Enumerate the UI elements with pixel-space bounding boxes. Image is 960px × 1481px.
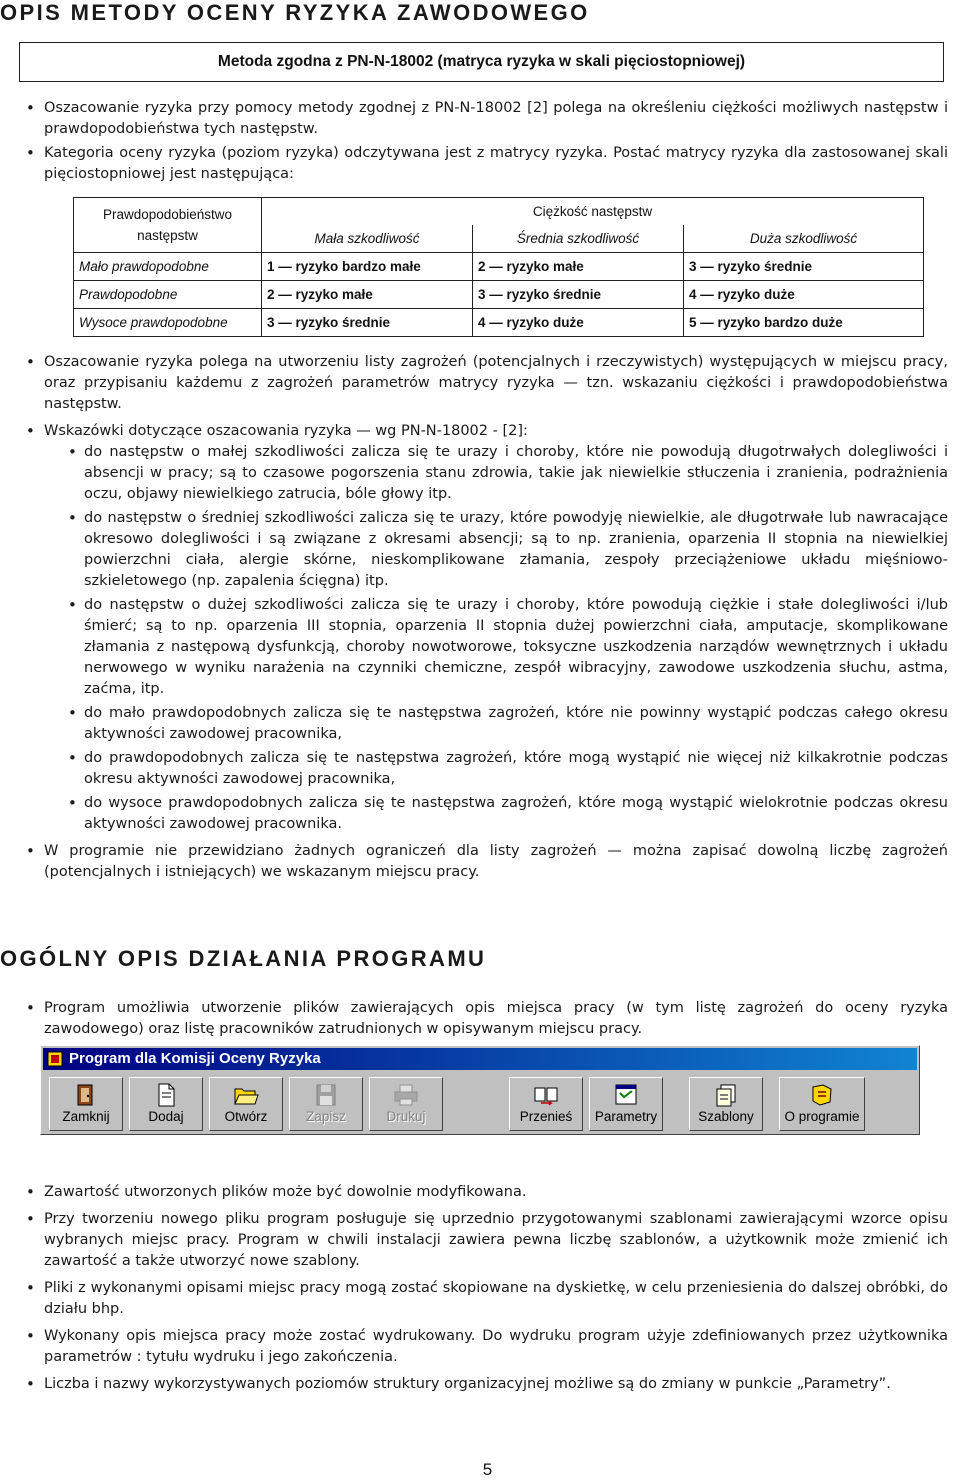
printer-icon [392, 1082, 420, 1108]
toolbar [43, 1072, 917, 1134]
bullet-item: • Pliki z wykonanymi opisami miejsc pracy mogą zostać skopiowane na dyskietkę, w celu przeniesienia do dalszej obróbki, do działu bhp. [24, 1278, 948, 1320]
templates-icon [712, 1082, 740, 1108]
bullet-item: • Wykonany opis miejsca pracy może zostać wydrukowany. Do wydruku program użyje zdefiniowanych przez użytkownika parametrów : tytułu wydruku i jego zakończenia. [24, 1326, 948, 1368]
matrix-row [74, 253, 924, 281]
save-disk-icon [312, 1082, 340, 1108]
matrix-cell: 2 — ryzyko małe [473, 253, 684, 281]
close-label: Zamknij [62, 1109, 110, 1124]
matrix-row [74, 281, 924, 309]
about-label: O programie [784, 1109, 860, 1124]
parameters-icon [612, 1082, 640, 1108]
open-folder-icon [232, 1082, 260, 1108]
section1b-text [24, 352, 948, 883]
app-icon [47, 1051, 63, 1067]
matrix-cell: 5 — ryzyko bardzo duże [684, 309, 924, 337]
move-button[interactable] [509, 1077, 583, 1131]
bullet-item: • Kategoria oceny ryzyka (poziom ryzyka) odczytywana jest z matrycy ryzyka. Postać matrycy ryzyka dla zastosowanej skali pięciostopniowej jest następująca: [24, 143, 948, 185]
matrix-row [74, 309, 924, 337]
sub-bullet-item: • do prawdopodobnych zalicza się te następstwa zagrożeń, które mogą wystąpić nie więcej niż kilkakrotnie podczas okresu aktywności zawodowej pracownika, [24, 748, 948, 790]
sub-bullet-item: • do następstw o małej szkodliwości zalicza się te urazy i choroby, które nie powodują długotrwałych dolegliwości i absencji w pracy; są to czasowe pogorszenia stanu zdrowia, takie jak niewielkie stłuczenia i zranienia, podrażnienia oczu, objawy niewielkiego zatrucia, bóle głowy itp. [24, 442, 948, 505]
matrix-col-medium: Średnia szkodliwość [473, 225, 684, 253]
matrix-cell: 2 — ryzyko małe [262, 281, 473, 309]
matrix-cell: 3 — ryzyko średnie [262, 309, 473, 337]
about-button[interactable] [779, 1077, 865, 1131]
bullet-item: • Program umożliwia utworzenie plików zawierających opis miejsca pracy (w tym listę zagrożeń do oceny ryzyka zawodowego) oraz listę pracowników zatrudnionych w opisywanym miejscu pracy. [24, 998, 948, 1040]
sub-bullet-item: • do następstw o średniej szkodliwości zalicza się te urazy, które powodyję niewielkie, ale długotrwałe lub nawracające okresowo dolegliwości i są związane z okresami absencji; są to np. zranienia, oparzenia II stopnia na niewielkiej powierzchni ciała, alergie skórne, nieskomplikowane złamania, zespoły przeciążeniowe układu mięśniowo-szkieletowego (np. zapalenia ścięgna) itp. [24, 508, 948, 592]
save-label: Zapisz [306, 1109, 346, 1124]
section-title-program-overview: OGÓLNY OPIS DZIAŁANIA PROGRAMU [0, 946, 487, 971]
matrix-col-small: Mała szkodliwość [262, 225, 473, 253]
bullet-item: • Zawartość utworzonych plików może być dowolnie modyfikowana. [24, 1182, 948, 1203]
section-title-risk-method: OPIS METODY OCENY RYZYKA ZAWODOWEGO [0, 0, 590, 25]
page-number: 5 [482, 1460, 493, 1479]
sub-bullet-item: • do mało prawdopodobnych zalicza się te następstwa zagrożeń, które nie powinny wystąpić podczas całego okresu aktywności zawodowej pracownika, [24, 703, 948, 745]
close-button[interactable] [49, 1077, 123, 1131]
matrix-cell: 3 — ryzyko średnie [473, 281, 684, 309]
print-button[interactable] [369, 1077, 443, 1131]
about-icon [808, 1082, 836, 1108]
add-label: Dodaj [148, 1109, 184, 1124]
matrix-col-large: Duża szkodliwość [684, 225, 924, 253]
matrix-cell: 3 — ryzyko średnie [684, 253, 924, 281]
matrix-row-label: Wysoce prawdopodobne [74, 309, 262, 337]
parameters-button[interactable] [589, 1077, 663, 1131]
bullet-item: • Wskazówki dotyczące oszacowania ryzyka — wg PN-N-18002 - [2]: [24, 421, 948, 442]
section2-bullets [24, 1182, 948, 1395]
bullet-item: • Oszacowanie ryzyka polega na utworzeniu listy zagrożeń (potencjalnych i rzeczywistych) występujących w miejscu pracy, oraz przypisaniu każdemu z zagrożeń parametrów matrycy ryzyka — tzn. wskazaniu ciężkości i prawdopodobieństwa następstw. [24, 352, 948, 415]
method-box: Metoda zgodna z PN-N-18002 (matryca ryzyka w skali pięciostopniowej) [19, 42, 944, 82]
section1-bullets [24, 98, 948, 185]
bullet-item: • Liczba i nazwy wykorzystywanych poziomów struktury organizacyjnej możliwe są do zmiany w punkcie „Parametry”. [24, 1374, 948, 1395]
move-files-icon [532, 1082, 560, 1108]
window-titlebar[interactable] [43, 1048, 917, 1070]
matrix-row-header: Prawdopodobieństwo następstw [74, 198, 262, 253]
matrix-cell: 4 — ryzyko duże [684, 281, 924, 309]
open-label: Otwórz [224, 1109, 268, 1124]
open-button[interactable] [209, 1077, 283, 1131]
matrix-row-label: Prawdopodobne [74, 281, 262, 309]
matrix-cell: 1 — ryzyko bardzo małe [262, 253, 473, 281]
window-title: Program dla Komisji Oceny Ryzyka [69, 1050, 321, 1067]
app-window [40, 1045, 920, 1135]
matrix-cell: 4 — ryzyko duże [473, 309, 684, 337]
sub-bullet-item: • do wysoce prawdopodobnych zalicza się te następstwa zagrożeń, które mogą wystąpić wielokrotnie podczas okresu aktywności zawodowej pracownika. [24, 793, 948, 835]
parameters-label: Parametry [594, 1109, 658, 1124]
save-button[interactable] [289, 1077, 363, 1131]
bullet-item: • W programie nie przewidziano żadnych ograniczeń dla listy zagrożeń — można zapisać dowolną liczbę zagrożeń (potencjalnych i istniejących) we wskazanym miejscu pracy. [24, 841, 948, 883]
move-label: Przenieś [519, 1109, 573, 1124]
add-button[interactable] [129, 1077, 203, 1131]
bullet-item: • Oszacowanie ryzyka przy pomocy metody zgodnej z PN-N-18002 [2] polega na określeniu ciężkości możliwych następstw i prawdopodobieństwa tych następstw. [24, 98, 948, 140]
bullet-item: • Przy tworzeniu nowego pliku program posługuje się uprzednio przygotowanymi szablonami zawierającymi wzorce opisu wybranych miejsc pracy. Program w chwili instalacji zawiera pewna liczbę szablonów, a użytkownik może zmienić ich zawartość a także utworzyć nowe szablony. [24, 1209, 948, 1272]
risk-matrix-table [73, 197, 924, 337]
print-label: Drukuj [386, 1109, 426, 1124]
matrix-col-header: Ciężkość następstw [262, 198, 924, 226]
templates-button[interactable] [689, 1077, 763, 1131]
section2-intro [24, 998, 948, 1040]
templates-label: Szablony [698, 1109, 754, 1124]
matrix-row-label: Mało prawdopodobne [74, 253, 262, 281]
add-document-icon [152, 1082, 180, 1108]
exit-door-icon [72, 1082, 100, 1108]
sub-bullet-item: • do następstw o dużej szkodliwości zalicza się te urazy i choroby, które powodują ciężkie i stałe dolegliwości i/lub śmierć; są to np. oparzenia III stopnia, oparzenia II stopnia dużej powierzchni ciała, amputacje, skomplikowane złamania z następową dysfunkcją, choroby nowotworowe, toksyczne uszkodzenia narządów wewnętrznych i układu nerwowego w wyniku narażenia na czynniki chemiczne, zespół wibracyjny, zawodowe uszkodzenia słuchu, astma, zaćma, itp. [24, 595, 948, 700]
